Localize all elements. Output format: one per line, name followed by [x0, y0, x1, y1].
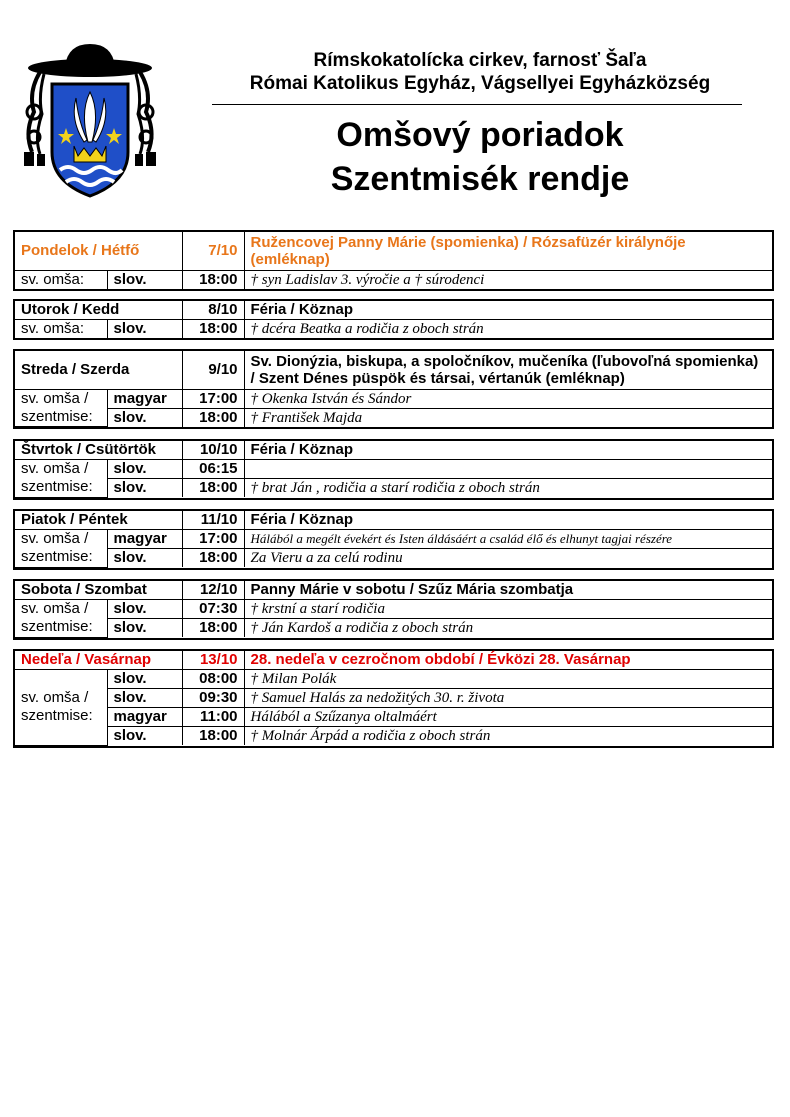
mass-language: slov.: [107, 727, 182, 746]
feast-name: Sv. Dionýzia, biskupa, a spoločníkov, mučeníka (ľubovoľná spomienka) / Szent Dénes püspök és társai, vértanúk (emléknap): [244, 351, 772, 389]
mass-time: 18:00: [182, 270, 244, 289]
mass-language: slov.: [107, 460, 182, 479]
mass-time: 18:00: [182, 408, 244, 427]
day-date: 9/10: [182, 351, 244, 389]
day-name: Streda / Szerda: [15, 351, 182, 389]
day-name: Štvrtok / Csütörtök: [15, 441, 182, 460]
mass-language: slov.: [107, 320, 182, 339]
mass-language: magyar: [107, 389, 182, 408]
mass-time: 11:00: [182, 708, 244, 727]
mass-time: 17:00: [182, 530, 244, 549]
day-block-sunday: [13, 649, 774, 748]
mass-language: slov.: [107, 549, 182, 568]
day-date: 13/10: [182, 651, 244, 670]
day-date: 11/10: [182, 511, 244, 530]
mass-intention: Hálából a Szűzanya oltalmáért: [244, 708, 772, 727]
day-date: 8/10: [182, 301, 244, 320]
service-kind: sv. omša:: [15, 320, 107, 339]
day-name: Utorok / Kedd: [15, 301, 182, 320]
mass-language: magyar: [107, 530, 182, 549]
mass-time: 08:00: [182, 670, 244, 689]
mass-language: slov.: [107, 408, 182, 427]
mass-time: 07:30: [182, 600, 244, 619]
service-kind-sk: sv. omša /: [21, 600, 89, 618]
feast-name: Féria / Köznap: [244, 511, 772, 530]
service-kind-hu: szentmise:: [21, 548, 93, 566]
mass-language: slov.: [107, 600, 182, 619]
service-kind: sv. omša:: [15, 270, 107, 289]
service-kind: [15, 460, 107, 498]
mass-intention: † František Majda: [244, 408, 772, 427]
service-kind-sk: sv. omša /: [21, 530, 89, 548]
page-title-hu: Szentmisék rendje: [330, 160, 630, 198]
mass-time: 18:00: [182, 479, 244, 498]
mass-intention: † Ján Kardoš a rodičia z oboch strán: [244, 619, 772, 638]
mass-intention: † Okenka István és Sándor: [244, 389, 772, 408]
day-date: 7/10: [182, 232, 244, 270]
service-kind: [15, 670, 107, 746]
parish-name-sk: Rímskokatolícka cirkev, farnosť Šaľa: [313, 50, 647, 71]
day-date: 10/10: [182, 441, 244, 460]
page-title-sk: Omšový poriadok: [336, 116, 624, 154]
service-kind: [15, 389, 107, 427]
day-name: Nedeľa / Vasárnap: [15, 651, 182, 670]
mass-time: 09:30: [182, 689, 244, 708]
service-kind-hu: szentmise:: [21, 707, 93, 725]
mass-intention: † Milan Polák: [244, 670, 772, 689]
feast-name: Féria / Köznap: [244, 301, 772, 320]
mass-intention: Hálából a megélt évekért és Isten áldásáért a család élő és elhunyt tagjai részére: [244, 530, 772, 549]
mass-time: 18:00: [182, 727, 244, 746]
day-name: Pondelok / Hétfő: [15, 232, 182, 270]
service-kind-hu: szentmise:: [21, 478, 93, 496]
day-block-monday: [13, 230, 774, 291]
mass-language: slov.: [107, 479, 182, 498]
mass-language: slov.: [107, 270, 182, 289]
day-name: Sobota / Szombat: [15, 581, 182, 600]
mass-time: 18:00: [182, 549, 244, 568]
service-kind-sk: sv. omša /: [21, 689, 89, 707]
parish-coat-of-arms: [10, 42, 170, 202]
day-block-friday: [13, 509, 774, 570]
feast-name: Féria / Köznap: [244, 441, 772, 460]
service-kind: [15, 600, 107, 638]
service-kind-hu: szentmise:: [21, 407, 93, 425]
header-divider: [212, 104, 742, 105]
mass-intention: † Samuel Halás za nedožitých 30. r. života: [244, 689, 772, 708]
day-block-thursday: [13, 439, 774, 500]
mass-language: slov.: [107, 670, 182, 689]
mass-intention: † dcéra Beatka a rodičia z oboch strán: [244, 320, 772, 339]
mass-language: slov.: [107, 689, 182, 708]
mass-time: 18:00: [182, 320, 244, 339]
mass-language: slov.: [107, 619, 182, 638]
mass-intention: † krstní a starí rodičia: [244, 600, 772, 619]
day-date: 12/10: [182, 581, 244, 600]
mass-intention: † syn Ladislav 3. výročie a † súrodenci: [244, 270, 772, 289]
mass-time: 06:15: [182, 460, 244, 479]
service-kind-hu: szentmise:: [21, 618, 93, 636]
mass-language: magyar: [107, 708, 182, 727]
mass-intention: † brat Ján , rodičia a starí rodičia z oboch strán: [244, 479, 772, 498]
mass-time: 18:00: [182, 619, 244, 638]
day-block-tuesday: [13, 299, 774, 340]
feast-name: Panny Márie v sobotu / Szűz Mária szombatja: [244, 581, 772, 600]
feast-name: 28. nedeľa v cezročnom období / Évközi 28. Vasárnap: [244, 651, 772, 670]
day-name: Piatok / Péntek: [15, 511, 182, 530]
day-block-wednesday: [13, 349, 774, 429]
mass-intention: Za Vieru a za celú rodinu: [244, 549, 772, 568]
service-kind-sk: sv. omša /: [21, 460, 89, 478]
mass-time: 17:00: [182, 389, 244, 408]
mass-intention: † Molnár Árpád a rodičia z oboch strán: [244, 727, 772, 746]
parish-name-hu: Római Katolikus Egyház, Vágsellyei Egyházközség: [249, 73, 711, 94]
day-block-saturday: [13, 579, 774, 640]
feast-name: Ružencovej Panny Márie (spomienka) / Rózsafüzér királynője (emléknap): [244, 232, 772, 270]
service-kind-sk: sv. omša /: [21, 389, 89, 407]
service-kind: [15, 530, 107, 568]
mass-intention: [244, 460, 772, 479]
